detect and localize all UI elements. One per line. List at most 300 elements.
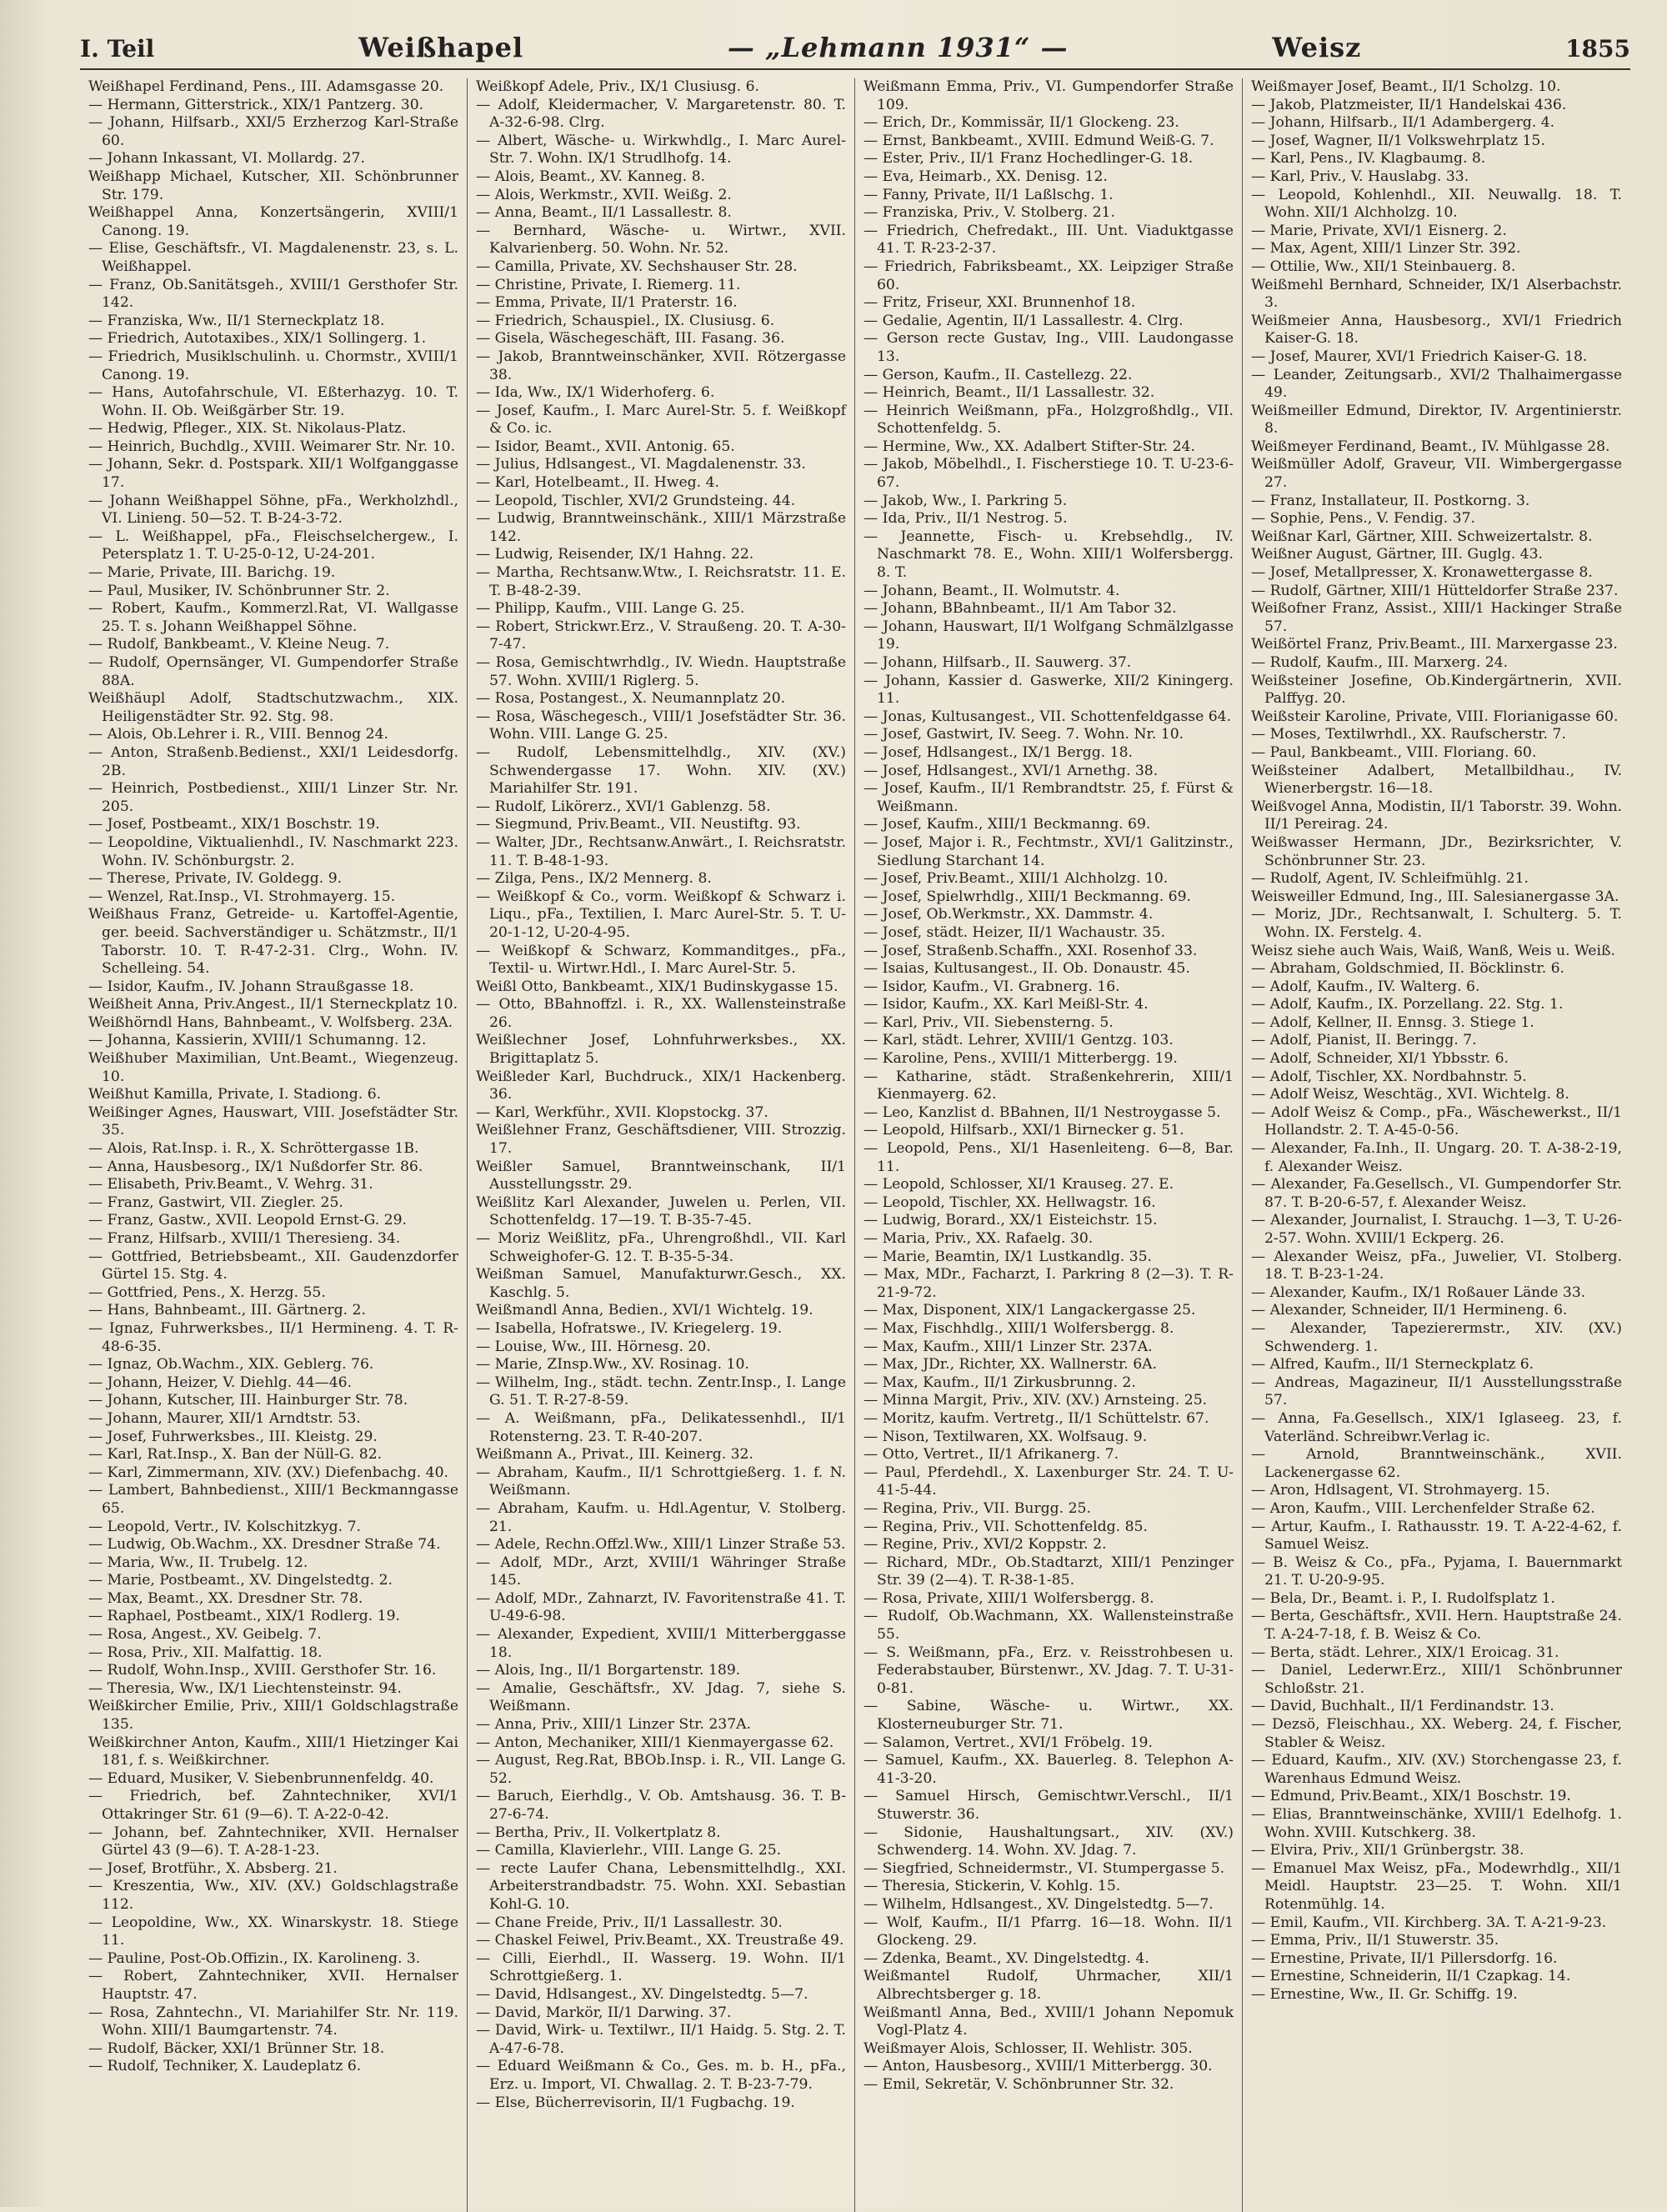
directory-entry: — Amalie, Geschäftsfr., XV. Jdag. 7, siehe S. Weißmann. xyxy=(476,1679,846,1715)
directory-entry: — Friedrich, bef. Zahntechniker, XVI/1 Ottakringer Str. 61 (9—6). T. A-22-0-42. xyxy=(88,1788,458,1823)
directory-entry: — Josef, Kaufm., I. Marc Aurel-Str. 5. f. Weißkopf & Co. ic. xyxy=(476,402,846,438)
directory-entry: — Kreszentia, Ww., XIV. (XV.) Goldschlagstraße 112. xyxy=(88,1878,458,1913)
directory-entry: — Marie, Private, XVI/1 Eisnerg. 2. xyxy=(1251,222,1507,239)
directory-entry: — Rudolf, Techniker, X. Laudeplatz 6. xyxy=(88,2058,362,2075)
directory-entry: — Alexander, Journalist, I. Strauchg. 1—3, T. U-26-2-57. Wohn. XVIII/1 Eckperg. 26. xyxy=(1251,1212,1622,1247)
directory-entry: — Josef, Major i. R., Fechtmstr., XVI/1 Galitzinstr., Siedlung Starchant 14. xyxy=(864,833,1234,869)
directory-entry: — Arnold, Branntweinschänk., XVII. Lackenergasse 62. xyxy=(1251,1446,1622,1481)
directory-entry: Weißhapp Michael, Kutscher, XII. Schönbrunner Str. 179. xyxy=(88,168,458,203)
directory-entry: — Maria, Ww., II. Trubelg. 12. xyxy=(88,1554,308,1571)
directory-entry: — Ignaz, Ob.Wachm., XIX. Geblerg. 76. xyxy=(88,1356,374,1374)
directory-entry: — Adolf Weisz, Weschtäg., XVI. Wichtelg. 8. xyxy=(1251,1086,1569,1103)
directory-entry: — Therese, Private, IV. Goldegg. 9. xyxy=(88,870,343,888)
directory-entry: — Rudolf, Wohn.Insp., XVIII. Gersthofer Str. 16. xyxy=(88,1662,437,1679)
directory-entry: — Elisabeth, Priv.Beamt., V. Wehrg. 31. xyxy=(88,1176,373,1194)
directory-entry: — David, Buchhalt., II/1 Ferdinandstr. 13. xyxy=(1251,1698,1554,1715)
directory-entry: — Leopold, Kohlenhdl., XII. Neuwallg. 18. T. Wohn. XII/1 Alchholzg. 10. xyxy=(1251,186,1622,222)
directory-entry: — Heinrich, Postbedienst., XIII/1 Linzer Str. Nr. 205. xyxy=(88,780,458,815)
directory-entry: — Johann, Kutscher, III. Hainburger Str. 78. xyxy=(88,1392,408,1409)
directory-entry: — Ludwig, Reisender, IX/1 Hahng. 22. xyxy=(476,546,754,563)
directory-entry: — Max, Disponent, XIX/1 Langackergasse 25. xyxy=(864,1302,1196,1319)
directory-entry: — Rosa, Zahntechn., VI. Mariahilfer Str. Nr. 119. Wohn. XIII/1 Baumgartenstr. 74. xyxy=(88,2004,458,2039)
directory-entry: — Johann, Maurer, XII/1 Arndtstr. 53. xyxy=(88,1409,361,1427)
directory-entry: — Franz, Gastwirt, VII. Ziegler. 25. xyxy=(88,1194,343,1211)
directory-entry: — Hedwig, Pfleger., XIX. St. Nikolaus-Platz. xyxy=(88,420,407,438)
directory-entry: — Sophie, Pens., V. Fendig. 37. xyxy=(1251,510,1476,528)
directory-entry: — Rosa, Angest., XV. Geibelg. 7. xyxy=(88,1626,322,1644)
directory-entry: — Zilga, Pens., IX/2 Mennerg. 8. xyxy=(476,870,712,888)
directory-entry: — Karl, Priv., V. Hauslabg. 33. xyxy=(1251,168,1469,185)
directory-entry: — Ignaz, Fuhrwerksbes., II/1 Hermineng. 4. T. R-48-6-35. xyxy=(88,1319,458,1355)
directory-entry: — Emma, Private, II/1 Praterstr. 16. xyxy=(476,294,738,312)
column-1 xyxy=(80,78,468,2212)
directory-entry: — Andreas, Magazineur, II/1 Ausstellungsstraße 57. xyxy=(1251,1374,1622,1409)
directory-entry: — Heinrich Weißmann, pFa., Holzgroßhdlg., VII. Schottenfeldg. 5. xyxy=(864,402,1234,438)
directory-entry: — Minna Margit, Priv., XIV. (XV.) Arnsteing. 25. xyxy=(864,1392,1208,1409)
directory-entry: Weißmeyer Ferdinand, Beamt., IV. Mühlgasse 28. xyxy=(1251,438,1610,455)
directory-entry: — Alois, Ob.Lehrer i. R., VIII. Bennog 24. xyxy=(88,726,388,743)
directory-entry: — Theresia, Ww., IX/1 Liechtensteinstr. 94. xyxy=(88,1679,402,1697)
directory-entry: — Emil, Sekretär, V. Schönbrunner Str. 32. xyxy=(864,2075,1174,2093)
directory-entry: — Jeannette, Fisch- u. Krebsehdlg., IV. Naschmarkt 78. E., Wohn. XIII/1 Wolfersbergg. 8. T. xyxy=(864,528,1234,582)
directory-entry: — Leopold, Tischler, XVI/2 Grundsteing. 44. xyxy=(476,492,796,509)
directory-entry: Weißmantel Rudolf, Uhrmacher, XII/1 Albrechtsberger g. 18. xyxy=(864,1968,1234,2003)
directory-entry: — Alois, Rat.Insp. i. R., X. Schröttergasse 1B. xyxy=(88,1140,419,1158)
directory-entry: — Karl, Zimmermann, XIV. (XV.) Diefenbachg. 40. xyxy=(88,1464,449,1481)
directory-entry: — Moritz, kaufm. Vertretg., II/1 Schüttelstr. 67. xyxy=(864,1409,1209,1427)
directory-entry: — Jakob, Möbelhdl., I. Fischerstiege 10. T. U-23-6-67. xyxy=(864,456,1234,492)
directory-entry: — Eva, Heimarb., XX. Denisg. 12. xyxy=(864,168,1108,185)
directory-entry: — Heinrich, Beamt., II/1 Lassallestr. 32. xyxy=(864,384,1155,402)
directory-entry: — Albert, Wäsche- u. Wirkwhdlg., I. Marc Aurel-Str. 7. Wohn. IX/1 Strudlhofg. 14. xyxy=(476,132,846,168)
directory-entry: — Cilli, Eierhdl., II. Wasserg. 19. Wohn. II/1 Schrottgießerg. 1. xyxy=(476,1949,846,1985)
last-surname-heading: Weisz xyxy=(1272,32,1362,63)
directory-entry: — David, Wirk- u. Textilwr., II/1 Haidg. 5. Stg. 2. T. A-47-6-78. xyxy=(476,2022,846,2057)
directory-entry: — Leander, Zeitungsarb., XVI/2 Thalhaimergasse 49. xyxy=(1251,366,1622,402)
directory-entry: — Edmund, Priv.Beamt., XIX/1 Boschstr. 19. xyxy=(1251,1788,1571,1805)
directory-entry: — Adolf, Kleidermacher, V. Margaretenstr. 80. T. A-32-6-98. Clrg. xyxy=(476,96,846,132)
column-3 xyxy=(855,78,1243,2212)
directory-entry: — Johann, Kassier d. Gaswerke, XII/2 Kiningerg. 11. xyxy=(864,672,1234,708)
directory-entry: — Jakob, Branntweinschänker, XVII. Rötzergasse 38. xyxy=(476,348,846,383)
directory-entry: — Ottilie, Ww., XII/1 Steinbauerg. 8. xyxy=(1251,258,1516,275)
directory-entry: — Alexander, Fa.Inh., II. Ungarg. 20. T. A-38-2-19, f. Alexander Weisz. xyxy=(1251,1140,1622,1175)
directory-entry: — Otto, Vertret., II/1 Afrikanerg. 7. xyxy=(864,1446,1119,1464)
directory-entry: — Adele, Rechn.Offzl.Ww., XIII/1 Linzer Straße 53. xyxy=(476,1536,846,1554)
directory-entry: — Berta, städt. Lehrer., XIX/1 Eroicag. 31. xyxy=(1251,1644,1559,1661)
directory-entry: Weißner August, Gärtner, III. Guglg. 43. xyxy=(1251,546,1543,563)
directory-entry: — Jonas, Kultusangest., VII. Schottenfeldgasse 64. xyxy=(864,708,1232,725)
directory-entry: — Jakob, Platzmeister, II/1 Handelskai 436. xyxy=(1251,96,1567,113)
directory-entry: Weißmüller Adolf, Graveur, VII. Wimbergergasse 27. xyxy=(1251,456,1622,492)
directory-entry: — Johann, bef. Zahntechniker, XVII. Hernalser Gürtel 43 (9—6). T. A-28-1-23. xyxy=(88,1824,458,1859)
directory-entry: Weißler Samuel, Branntweinschank, II/1 Ausstellungsstr. 29. xyxy=(476,1158,846,1194)
directory-entry: — Franz, Hilfsarb., XVIII/1 Theresieng. 34. xyxy=(88,1230,401,1247)
directory-entry: — Regina, Priv., VII. Schottenfeldg. 85. xyxy=(864,1518,1148,1535)
directory-entry: — Bernhard, Wäsche- u. Wirtwr., XVII. Kalvarienberg. 50. Wohn. Nr. 52. xyxy=(476,222,846,258)
directory-entry: — Paul, Pferdehdl., X. Laxenburger Str. 24. T. U-41-5-44. xyxy=(864,1464,1234,1499)
page-number: 1855 xyxy=(1565,35,1630,63)
directory-entry: — recte Laufer Chana, Lebensmittelhdlg., XXI. Arbeiterstrandbadstr. 75. Wohn. XXI. Sebastian Kohl-G. 10. xyxy=(476,1859,846,1913)
directory-entry: Weißnar Karl, Gärtner, XIII. Schweizertalstr. 8. xyxy=(1251,528,1593,545)
directory-entry: — Josef, Kaufm., II/1 Rembrandtstr. 25, f. Fürst & Weißmann. xyxy=(864,780,1234,815)
directory-entry: — Rudolf, Ob.Wachmann, XX. Wallensteinstraße 55. xyxy=(864,1608,1234,1644)
directory-entry: — Daniel, Lederwr.Erz., XIII/1 Schönbrunner Schloßstr. 21. xyxy=(1251,1662,1622,1697)
directory-entry: Weißheit Anna, Priv.Angest., II/1 Sterneckplatz 10. xyxy=(88,996,458,1013)
directory-entry: — Rosa, Wäschegesch., VIII/1 Josefstädter Str. 36. Wohn. VIII. Lange G. 25. xyxy=(476,708,846,743)
directory-entry: — Maria, Priv., XX. Rafaelg. 30. xyxy=(864,1230,1094,1247)
directory-entry: — Eduard Weißmann & Co., Ges. m. b. H., pFa., Erz. u. Import, VI. Chwallag. 2. T. B-23-7-79. xyxy=(476,2058,846,2093)
directory-entry: — Max, JDr., Richter, XX. Wallnerstr. 6A. xyxy=(864,1356,1158,1374)
directory-entry: Weißinger Agnes, Hauswart, VIII. Josefstädter Str. 35. xyxy=(88,1103,458,1139)
directory-entry: — Hans, Bahnbeamt., III. Gärtnerg. 2. xyxy=(88,1302,366,1319)
directory-entry: — Nison, Textilwaren, XX. Wolfsaug. 9. xyxy=(864,1428,1148,1445)
directory-entry: — Johann, Hilfsarb., II/1 Adambergerg. 4. xyxy=(1251,114,1555,132)
directory-entry: — Ernestine, Private, II/1 Pillersdorfg. 16. xyxy=(1251,1949,1558,1967)
directory-entry: — Emma, Priv., II/1 Stuwerstr. 35. xyxy=(1251,1932,1499,1949)
directory-entry: — Paul, Bankbeamt., VIII. Floriang. 60. xyxy=(1251,743,1537,761)
directory-entry: Weißlehner Franz, Geschäftsdiener, VIII. Strozzig. 17. xyxy=(476,1122,846,1158)
directory-entry: — Rosa, Priv., XII. Malfattig. 18. xyxy=(88,1644,323,1661)
directory-entry: — Adolf, Pianist, II. Beringg. 7. xyxy=(1251,1032,1477,1049)
directory-entry: — Isidor, Beamt., XVII. Antonig. 65. xyxy=(476,438,735,455)
directory-entry: — Max, Kaufm., II/1 Zirkusbrunng. 2. xyxy=(864,1374,1136,1391)
directory-entry: — Philipp, Kaufm., VIII. Lange G. 25. xyxy=(476,600,745,618)
part-label: I. Teil xyxy=(80,35,155,63)
directory-entry: — Hans, Autofahrschule, VI. Eßterhazyg. 10. T. Wohn. II. Ob. Weißgärber Str. 19. xyxy=(88,384,458,419)
directory-entry: — Friedrich, Schauspiel., IX. Clusiusg. 6. xyxy=(476,312,775,329)
directory-entry: — Anna, Fa.Gesellsch., XIX/1 Iglaseeg. 23, f. Vaterländ. Schreibwr.Verlag ic. xyxy=(1251,1409,1622,1445)
directory-entry: — Fritz, Friseur, XXI. Brunnenhof 18. xyxy=(864,294,1136,312)
directory-entry: — Johann, Heizer, V. Diehlg. 44—46. xyxy=(88,1374,353,1391)
directory-entry: — Anna, Hausbesorg., IX/1 Nußdorfer Str. 86. xyxy=(88,1158,423,1175)
directory-entry: — Josef, Maurer, XVI/1 Friedrich Kaiser-G. 18. xyxy=(1251,348,1588,365)
directory-entry: — Abraham, Goldschmied, II. Böcklinstr. 6. xyxy=(1251,960,1565,978)
directory-entry: — August, Reg.Rat, BBOb.Insp. i. R., VII. Lange G. 52. xyxy=(476,1752,846,1787)
directory-entry: — Bertha, Priv., II. Volkertplatz 8. xyxy=(476,1824,721,1841)
directory-entry: — Regine, Priv., XVI/2 Koppstr. 2. xyxy=(864,1536,1107,1554)
directory-entry: — Leopoldine, Ww., XX. Winarskystr. 18. Stiege 11. xyxy=(88,1914,458,1949)
directory-entry: — Anton, Hausbesorg., XVIII/1 Mitterbergg. 30. xyxy=(864,2058,1213,2075)
directory-entry: Weißvogel Anna, Modistin, II/1 Taborstr. 39. Wohn. II/1 Pereirag. 24. xyxy=(1251,798,1622,833)
directory-entry: — Else, Bücherrevisorin, II/1 Fugbachg. 19. xyxy=(476,2094,795,2111)
directory-entry: — Rudolf, Likörerz., XVI/1 Gablenzg. 58. xyxy=(476,798,771,815)
directory-entry: — Isidor, Kaufm., VI. Grabnerg. 16. xyxy=(864,978,1120,995)
directory-entry: — Johann, Hauswart, II/1 Wolfgang Schmälzlgasse 19. xyxy=(864,618,1234,653)
directory-entry: Weißl Otto, Bankbeamt., XIX/1 Budinskygasse 15. xyxy=(476,978,839,995)
directory-entry: — Leopold, Schlosser, XI/1 Krauseg. 27. E. xyxy=(864,1176,1174,1194)
directory-entry: — Alfred, Kaufm., II/1 Sterneckplatz 6. xyxy=(1251,1356,1534,1374)
directory-entry: — Franz, Ob.Sanitätsgeh., XVIII/1 Gersthofer Str. 142. xyxy=(88,276,458,312)
directory-entry: — Adolf, Kellner, II. Ennsg. 3. Stiege 1. xyxy=(1251,1013,1534,1031)
directory-entry: — Rudolf, Gärtner, XIII/1 Hütteldorfer Straße 237. xyxy=(1251,582,1619,599)
directory-entry: — Josef, städt. Heizer, II/1 Wachaustr. 35. xyxy=(864,923,1166,941)
directory-entry: — Robert, Strickwr.Erz., V. Straußeng. 20. T. A-30-7-47. xyxy=(476,618,846,653)
directory-entry: Weißleder Karl, Buchdruck., XIX/1 Hackenberg. 36. xyxy=(476,1068,846,1103)
directory-entry: — Max, Agent, XIII/1 Linzer Str. 392. xyxy=(1251,240,1521,258)
directory-entry: — Adolf, Kaufm., IV. Walterg. 6. xyxy=(1251,978,1480,995)
directory-entry: — Anton, Mechaniker, XIII/1 Kienmayergasse 62. xyxy=(476,1734,834,1751)
directory-entry: Weißmann Emma, Priv., VI. Gumpendorfer Straße 109. xyxy=(864,78,1234,113)
directory-entry: — Weißkopf & Co., vorm. Weißkopf & Schwarz i. Liqu., pFa., Textilien, I. Marc Aurel-Str. 5. T. U-20-1-12, U-20-4-95. xyxy=(476,888,846,941)
directory-entry: — Julius, Hdlsangest., VI. Magdalenenstr. 33. xyxy=(476,456,806,473)
directory-entry: — Friedrich, Chefredakt., III. Unt. Viaduktgasse 41. T. R-23-2-37. xyxy=(864,222,1234,258)
directory-entry: — Franziska, Ww., II/1 Sterneckplatz 18. xyxy=(88,312,385,329)
directory-entry: — Abraham, Kaufm., II/1 Schrottgießerg. 1. f. N. Weißmann. xyxy=(476,1464,846,1499)
directory-entry: — Leopold, Vertr., IV. Kolschitzkyg. 7. xyxy=(88,1518,361,1535)
directory-entry: — Pauline, Post-Ob.Offizin., IX. Karolineng. 3. xyxy=(88,1949,421,1967)
directory-entry: — Wilhelm, Hdlsangest., XV. Dingelstedtg. 5—7. xyxy=(864,1895,1214,1913)
directory-entry: — Anton, Straßenb.Bedienst., XXI/1 Leidesdorfg. 2B. xyxy=(88,743,458,779)
directory-title: — „Lehmann 1931“ — xyxy=(727,32,1069,63)
directory-entry: — Josef, Kaufm., XIII/1 Beckmanng. 69. xyxy=(864,816,1151,833)
directory-entry: — Rudolf, Lebensmittelhdlg., XIV. (XV.) Schwendergasse 17. Wohn. XIV. (XV.) Mariahilfer Str. 191. xyxy=(476,743,846,798)
directory-entry: — Rudolf, Opernsänger, VI. Gumpendorfer Straße 88A. xyxy=(88,654,458,689)
directory-entry: — Johanna, Kassierin, XVIII/1 Schumanng. 12. xyxy=(88,1032,427,1049)
directory-entry: — Isabella, Hofratswe., IV. Kriegelerg. 19. xyxy=(476,1319,783,1337)
directory-entry: — Leopold, Hilfsarb., XXI/1 Birnecker g. 51. xyxy=(864,1122,1184,1139)
directory-entry: — Robert, Kaufm., Kommerzl.Rat, VI. Wallgasse 25. T. s. Johann Weißhappel Söhne. xyxy=(88,600,458,635)
directory-entry: — Franz, Installateur, II. Postkorng. 3. xyxy=(1251,492,1530,509)
directory-entry: Weißhut Kamilla, Private, I. Stadiong. 6. xyxy=(88,1086,382,1103)
directory-entry: — Franz, Gastw., XVII. Leopold Ernst-G. 29. xyxy=(88,1212,408,1229)
directory-entry: Weißsteiner Josefine, Ob.Kindergärtnerin, XVII. Palffyg. 20. xyxy=(1251,672,1622,708)
directory-entry: — Chane Freide, Priv., II/1 Lassallestr. 30. xyxy=(476,1914,783,1931)
directory-entry: — Ernst, Bankbeamt., XVIII. Edmund Weiß-G. 7. xyxy=(864,132,1214,149)
directory-entry: Weißlitz Karl Alexander, Juwelen u. Perlen, VII. Schottenfeldg. 17—19. T. B-35-7-45. xyxy=(476,1194,846,1229)
directory-entry: — Emanuel Max Weisz, pFa., Modewrhdlg., XII/1 Meidl. Hauptstr. 23—25. T. Wohn. XII/1 Rotenmühlg. 14. xyxy=(1251,1859,1622,1913)
directory-entry: Weisz siehe auch Wais, Waiß, Wanß, Weis u. Weiß. xyxy=(1251,942,1615,959)
directory-entry: — Leo, Kanzlist d. BBahnen, II/1 Nestroygasse 5. xyxy=(864,1103,1221,1121)
directory-entry: — Gerson recte Gustav, Ing., VIII. Laudongasse 13. xyxy=(864,330,1234,365)
directory-entry: Weißmeiller Edmund, Direktor, IV. Argentinierstr. 8. xyxy=(1251,402,1622,438)
directory-entry: — Regina, Priv., VII. Burgg. 25. xyxy=(864,1499,1091,1517)
directory-entry: — Ester, Priv., II/1 Franz Hochedlinger-G. 18. xyxy=(864,150,1194,168)
directory-entry: — Wolf, Kaufm., II/1 Pfarrg. 16—18. Wohn. II/1 Glockeng. 29. xyxy=(864,1914,1234,1949)
directory-entry: — Marie, Private, III. Barichg. 19. xyxy=(88,564,336,582)
directory-entry: — Alois, Beamt., XV. Kanneg. 8. xyxy=(476,168,706,185)
column-2 xyxy=(468,78,855,2212)
directory-entry: — Friedrich, Fabriksbeamt., XX. Leipziger Straße 60. xyxy=(864,258,1234,293)
directory-entry: — Erich, Dr., Kommissär, II/1 Glockeng. 23. xyxy=(864,114,1179,132)
directory-entry: — Anna, Beamt., II/1 Lassallestr. 8. xyxy=(476,204,732,222)
directory-entry: — Otto, BBahnoffzl. i. R., XX. Wallensteinstraße 26. xyxy=(476,996,846,1031)
directory-entry: — Baruch, Eierhdlg., V. Ob. Amtshausg. 36. T. B-27-6-74. xyxy=(476,1788,846,1823)
directory-entry: — Alexander Weisz, pFa., Juwelier, VI. Stolberg. 18. T. B-23-1-24. xyxy=(1251,1248,1622,1284)
directory-entry: — Dezsö, Fleischhau., XX. Weberg. 24, f. Fischer, Stabler & Weisz. xyxy=(1251,1716,1622,1751)
directory-entry: — Rosa, Gemischtwrhdlg., IV. Wiedn. Hauptstraße 57. Wohn. XVIII/1 Riglerg. 5. xyxy=(476,654,846,689)
directory-entry: — Josef, Ob.Werkmstr., XX. Dammstr. 4. xyxy=(864,906,1154,923)
directory-entry: — Robert, Zahntechniker, XVII. Hernalser Hauptstr. 47. xyxy=(88,1968,458,2003)
directory-entry: — Josef, Metallpresser, X. Kronawettergasse 8. xyxy=(1251,564,1593,582)
directory-entry: — Gedalie, Agentin, II/1 Lassallestr. 4. Clrg. xyxy=(864,312,1184,329)
directory-entry: — Eduard, Kaufm., XIV. (XV.) Storchengasse 23, f. Warenhaus Edmund Weisz. xyxy=(1251,1752,1622,1787)
directory-entry: — Camilla, Private, XV. Sechshauser Str. 28. xyxy=(476,258,798,275)
directory-entry: — Emil, Kaufm., VII. Kirchberg. 3A. T. A-21-9-23. xyxy=(1251,1914,1607,1931)
directory-entry: — Josef, Fuhrwerksbes., III. Kleistg. 29. xyxy=(88,1428,378,1445)
directory-entry: — Adolf, Schneider, XI/1 Ybbsstr. 6. xyxy=(1251,1050,1509,1068)
directory-entry: — Hermann, Gitterstrick., XIX/1 Pantzerg. 30. xyxy=(88,96,424,113)
directory-entry: — Lambert, Bahnbedienst., XIII/1 Beckmanngasse 65. xyxy=(88,1482,458,1517)
directory-entry: — Alexander, Fa.Gesellsch., VI. Gumpendorfer Str. 87. T. B-20-6-57, f. Alexander Weisz. xyxy=(1251,1176,1622,1211)
directory-entry: — A. Weißmann, pFa., Delikatessenhdl., II/1 Rotensterng. 23. T. R-40-207. xyxy=(476,1409,846,1445)
directory-entry: — Johann Inkassant, VI. Mollardg. 27. xyxy=(88,150,365,168)
directory-entry: — Max, Beamt., XX. Dresdner Str. 78. xyxy=(88,1589,363,1607)
directory-entry: — Karl, Rat.Insp., X. Ban der Nüll-G. 82. xyxy=(88,1446,383,1464)
directory-entry: — Elise, Geschäftsfr., VI. Magdalenenstr. 23, s. L. Weißhappel. xyxy=(88,240,458,275)
directory-entry: — Moses, Textilwrhdl., XX. Raufscherstr. 7. xyxy=(1251,726,1566,743)
directory-entry: — Adolf, Kaufm., IX. Porzellang. 22. Stg. 1. xyxy=(1251,996,1564,1013)
directory-entry: Weißwasser Hermann, JDr., Bezirksrichter, V. Schönbrunner Str. 23. xyxy=(1251,833,1622,869)
directory-entry: — Karl, städt. Lehrer, XVIII/1 Gentzg. 103. xyxy=(864,1032,1174,1049)
directory-entry: — Alois, Werkmstr., XVII. Weißg. 2. xyxy=(476,186,732,203)
directory-entry: Weißhäupl Adolf, Stadtschutzwachm., XIX. Heiligenstädter Str. 92. Stg. 98. xyxy=(88,690,458,725)
directory-entry: — Karl, Hotelbeamt., II. Hweg. 4. xyxy=(476,474,720,492)
directory-entry: — Max, Fischhdlg., XIII/1 Wolfersbergg. 8. xyxy=(864,1319,1174,1337)
directory-entry: — Adolf Weisz & Comp., pFa., Wäschewerkst., II/1 Hollandstr. 2. T. A-45-0-56. xyxy=(1251,1103,1622,1139)
directory-entry: — Siegfried, Schneidermstr., VI. Stumpergasse 5. xyxy=(864,1859,1225,1877)
directory-entry: — Gerson, Kaufm., II. Castellezg. 22. xyxy=(864,366,1133,383)
directory-entry: — Josef, Gastwirt, IV. Seeg. 7. Wohn. Nr. 10. xyxy=(864,726,1184,743)
directory-entry: — Ida, Ww., IX/1 Widerhoferg. 6. xyxy=(476,384,715,402)
directory-entry: — Wilhelm, Ing., städt. techn. Zentr.Insp., I. Lange G. 51. T. R-27-8-59. xyxy=(476,1374,846,1409)
directory-entry: Weißsteiner Adalbert, Metallbildhau., IV. Wienerbergstr. 16—18. xyxy=(1251,762,1622,798)
directory-entry: — Aron, Hdlsagent, VI. Strohmayerg. 15. xyxy=(1251,1482,1550,1499)
directory-entry: — Johann Weißhappel Söhne, pFa., Werkholzhdl., VI. Linieng. 50—52. T. B-24-3-72. xyxy=(88,492,458,528)
directory-entry: — Johann, Hilfsarb., II. Sauwerg. 37. xyxy=(864,654,1132,671)
directory-entry: — Josef, Brotführ., X. Absberg. 21. xyxy=(88,1859,338,1877)
directory-entry: — Abraham, Kaufm. u. Hdl.Agentur, V. Stolberg. 21. xyxy=(476,1499,846,1535)
directory-entry: — Alois, Ing., II/1 Borgartenstr. 189. xyxy=(476,1662,741,1679)
directory-entry: — Rudolf, Agent, IV. Schleifmühlg. 21. xyxy=(1251,870,1529,888)
directory-entry: Weißhaus Franz, Getreide- u. Kartoffel-Agentie, ger. beeid. Sachverständiger u. Schätzmstr., II/1 Taborstr. 10. T. R-47-2-31. Clrg., Wohn. IV. Schelleing. 54. xyxy=(88,906,458,978)
directory-entry: — Theresia, Stickerin, V. Kohlg. 15. xyxy=(864,1878,1121,1895)
directory-entry: — Friedrich, Musiklschulinh. u. Chormstr., XVIII/1 Canong. 19. xyxy=(88,348,458,383)
directory-entry: — Alexander, Kaufm., IX/1 Roßauer Lände 33. xyxy=(1251,1284,1586,1301)
directory-entry: — Jakob, Ww., I. Parkring 5. xyxy=(864,492,1068,509)
directory-entry: — Leopold, Tischler, XX. Hellwagstr. 16. xyxy=(864,1194,1156,1211)
directory-entry: — Karl, Werkführ., XVII. Klopstockg. 37. xyxy=(476,1103,768,1121)
directory-entry: — Aron, Kaufm., VIII. Lerchenfelder Straße 62. xyxy=(1251,1499,1595,1517)
directory-entry: — Samuel, Kaufm., XX. Bauerleg. 8. Telephon A-41-3-20. xyxy=(864,1752,1234,1787)
directory-entry: Weißmayer Josef, Beamt., II/1 Scholzg. 10. xyxy=(1251,78,1561,95)
directory-entry: — David, Hdlsangest., XV. Dingelstedtg. 5—7. xyxy=(476,1985,808,2003)
directory-entry: — Karoline, Pens., XVIII/1 Mitterbergg. 19. xyxy=(864,1050,1178,1068)
directory-entry: — Ludwig, Branntweinschänk., XIII/1 Märzstraße 142. xyxy=(476,510,846,545)
directory-entry: — Johann, Beamt., II. Wolmutstr. 4. xyxy=(864,582,1120,599)
directory-entry: Weißlechner Josef, Lohnfuhrwerksbes., XX. Brigittaplatz 5. xyxy=(476,1032,846,1068)
directory-entry: — Ida, Priv., II/1 Nestrog. 5. xyxy=(864,510,1068,528)
directory-entry: — Christine, Private, I. Riemerg. 11. xyxy=(476,276,741,293)
directory-entry: — Katharine, städt. Straßenkehrerin, XIII/1 Kienmayerg. 62. xyxy=(864,1068,1234,1103)
entry-columns xyxy=(80,78,1630,2212)
directory-entry: — Berta, Geschäftsfr., XVII. Hern. Hauptstraße 24. T. A-24-7-18, f. B. Weisz & Co. xyxy=(1251,1608,1622,1644)
directory-entry: Weißmayer Alois, Schlosser, II. Wehlistr. 305. xyxy=(864,2039,1193,2057)
directory-entry: Weißkirchner Anton, Kaufm., XIII/1 Hietzinger Kai 181, f. s. Weißkirchner. xyxy=(88,1734,458,1769)
directory-entry: — Ludwig, Borard., XX/1 Eisteichstr. 15. xyxy=(864,1212,1158,1229)
page-header xyxy=(80,32,1630,70)
directory-entry: Weißhappel Anna, Konzertsängerin, XVIII/1 Canong. 19. xyxy=(88,204,458,239)
directory-entry: — Ernestine, Schneiderin, II/1 Czapkag. 14. xyxy=(1251,1968,1571,1985)
directory-entry: — Sabine, Wäsche- u. Wirtwr., XX. Klosterneuburger Str. 71. xyxy=(864,1698,1234,1734)
directory-entry: — Johann, BBahnbeamt., II/1 Am Tabor 32. xyxy=(864,600,1177,618)
directory-entry: — Richard, MDr., Ob.Stadtarzt, XIII/1 Penzinger Str. 39 (2—4). T. R-38-1-85. xyxy=(864,1554,1234,1589)
directory-entry: — Alexander, Expedient, XVIII/1 Mitterberggasse 18. xyxy=(476,1626,846,1661)
directory-entry: — Raphael, Postbeamt., XIX/1 Rodlerg. 19. xyxy=(88,1608,400,1625)
directory-entry: — Artur, Kaufm., I. Rathausstr. 19. T. A-22-4-62, f. Samuel Weisz. xyxy=(1251,1518,1622,1554)
directory-entry: — Weißkopf & Schwarz, Kommanditges., pFa., Textil- u. Wirtwr.Hdl., I. Marc Aurel-Str. 5. xyxy=(476,942,846,978)
directory-entry: — Moriz, JDr., Rechtsanwalt, I. Schulterg. 5. T. Wohn. IX. Ferstelg. 4. xyxy=(1251,906,1622,941)
directory-entry: — Paul, Musiker, IV. Schönbrunner Str. 2. xyxy=(88,582,390,599)
directory-entry: — Josef, Straßenb.Schaffn., XXI. Rosenhof 33. xyxy=(864,942,1198,959)
directory-entry: — L. Weißhappel, pFa., Fleischselchergew., I. Petersplatz 1. T. U-25-0-12, U-24-201. xyxy=(88,528,458,563)
directory-entry: Weißmehl Bernhard, Schneider, IX/1 Alserbachstr. 3. xyxy=(1251,276,1622,312)
directory-entry: — Max, MDr., Facharzt, I. Parkring 8 (2—3). T. R-21-9-72. xyxy=(864,1266,1234,1301)
directory-entry: — Friedrich, Autotaxibes., XIX/1 Sollingerg. 1. xyxy=(88,330,427,348)
directory-entry: — B. Weisz & Co., pFa., Pyjama, I. Bauernmarkt 21. T. U-20-9-95. xyxy=(1251,1554,1622,1589)
directory-entry: — Ernestine, Ww., II. Gr. Schiffg. 19. xyxy=(1251,1985,1518,2003)
directory-entry: — Walter, JDr., Rechtsanw.Anwärt., I. Reichsratstr. 11. T. B-48-1-93. xyxy=(476,833,846,869)
directory-entry: — Marie, Beamtin, IX/1 Lustkandlg. 35. xyxy=(864,1248,1152,1265)
directory-entry: — Josef, Postbeamt., XIX/1 Boschstr. 19. xyxy=(88,816,380,833)
directory-entry: — Josef, Wagner, II/1 Volkswehrplatz 15. xyxy=(1251,132,1545,149)
directory-entry: — Adolf, MDr., Zahnarzt, IV. Favoritenstraße 41. T. U-49-6-98. xyxy=(476,1589,846,1625)
directory-entry: Weißkircher Emilie, Priv., XIII/1 Goldschlagstraße 135. xyxy=(88,1698,458,1734)
directory-entry: Weißmandl Anna, Bedien., XVI/1 Wichtelg. 19. xyxy=(476,1302,813,1319)
directory-entry: — Rosa, Postangest., X. Neumannplatz 20. xyxy=(476,690,786,708)
directory-entry: — Ludwig, Ob.Wachm., XX. Dresdner Straße 74. xyxy=(88,1536,441,1554)
directory-entry: Weißörtel Franz, Priv.Beamt., III. Marxergasse 23. xyxy=(1251,636,1618,653)
directory-entry: — Anna, Priv., XIII/1 Linzer Str. 237A. xyxy=(476,1716,752,1734)
directory-entry: — Marie, ZInsp.Ww., XV. Rosinag. 10. xyxy=(476,1356,749,1374)
directory-entry: — Gottfried, Betriebsbeamt., XII. Gaudenzdorfer Gürtel 15. Stg. 4. xyxy=(88,1248,458,1284)
directory-entry: — Marie, Postbeamt., XV. Dingelstedtg. 2. xyxy=(88,1572,393,1589)
directory-entry: — Elvira, Priv., XII/1 Grünbergstr. 38. xyxy=(1251,1842,1524,1859)
directory-entry: — Siegmund, Priv.Beamt., VII. Neustiftg. 93. xyxy=(476,816,801,833)
directory-entry: — Gisela, Wäschegeschäft, III. Fasang. 36. xyxy=(476,330,785,348)
directory-entry: Weißman Samuel, Manufakturwr.Gesch., XX. Kaschlg. 5. xyxy=(476,1266,846,1301)
directory-entry: — Heinrich, Buchdlg., XVIII. Weimarer Str. Nr. 10. xyxy=(88,438,456,455)
directory-entry: — Zdenka, Beamt., XV. Dingelstedtg. 4. xyxy=(864,1949,1149,1967)
directory-entry: — Josef, Priv.Beamt., XIII/1 Alchholzg. 10. xyxy=(864,870,1169,888)
directory-entry: Weißmann A., Privat., III. Keinerg. 32. xyxy=(476,1446,753,1464)
directory-entry: Weißmantl Anna, Bed., XVIII/1 Johann Nepomuk Vogl-Platz 4. xyxy=(864,2004,1234,2039)
directory-entry: — Leopold, Pens., XI/1 Hasenleiteng. 6—8, Bar. 11. xyxy=(864,1140,1234,1175)
directory-entry: Weißhuber Maximilian, Unt.Beamt., Wiegenzeug. 10. xyxy=(88,1050,458,1085)
directory-entry: — Josef, Hdlsangest., XVI/1 Arnethg. 38. xyxy=(864,762,1159,779)
directory-entry: — Karl, Pens., IV. Klagbaumg. 8. xyxy=(1251,150,1486,168)
directory-entry: — Josef, Spielwrhdlg., XIII/1 Beckmanng. 69. xyxy=(864,888,1191,905)
directory-entry: — Isidor, Kaufm., XX. Karl Meißl-Str. 4. xyxy=(864,996,1149,1013)
directory-entry: — Johann, Sekr. d. Postspark. XII/1 Wolfganggasse 17. xyxy=(88,456,458,492)
directory-entry: — Rudolf, Kaufm., III. Marxerg. 24. xyxy=(1251,654,1509,671)
directory-entry: — Camilla, Klavierlehr., VIII. Lange G. 25. xyxy=(476,1842,782,1859)
directory-entry: Weißhörndl Hans, Bahnbeamt., V. Wolfsberg. 23A. xyxy=(88,1013,453,1031)
directory-entry: — Elias, Branntweinschänke, XVIII/1 Edelhofg. 1. Wohn. XVIII. Kutschkerg. 38. xyxy=(1251,1806,1622,1841)
directory-entry: — Martha, Rechtsanw.Wtw., I. Reichsratstr. 11. E. T. B-48-2-39. xyxy=(476,564,846,599)
directory-entry: Weißkopf Adele, Priv., IX/1 Clusiusg. 6. xyxy=(476,78,759,95)
directory-entry: — Leopoldine, Viktualienhdl., IV. Naschmarkt 223. Wohn. IV. Schönburgstr. 2. xyxy=(88,833,458,869)
directory-entry: — Hermine, Ww., XX. Adalbert Stifter-Str. 24. xyxy=(864,438,1195,455)
directory-entry: — Bela, Dr., Beamt. i. P., I. Rudolfsplatz 1. xyxy=(1251,1589,1556,1607)
directory-entry: — Adolf, Tischler, XX. Nordbahnstr. 5. xyxy=(1251,1068,1527,1085)
directory-entry: — Moriz Weißlitz, pFa., Uhrengroßhdl., VII. Karl Schweighofer-G. 12. T. B-35-5-34. xyxy=(476,1230,846,1265)
directory-entry: Weißsteir Karoline, Private, VIII. Florianigasse 60. xyxy=(1251,708,1619,725)
directory-entry: — Josef, Hdlsangest., IX/1 Bergg. 18. xyxy=(864,743,1133,761)
directory-entry: Weisweiller Edmund, Ing., III. Salesianergasse 3A. xyxy=(1251,888,1619,905)
directory-entry: — Samuel Hirsch, Gemischtwr.Verschl., II/1 Stuwerstr. 36. xyxy=(864,1788,1234,1823)
directory-entry: — Alexander, Tapezierermstr., XIV. (XV.) Schwenderg. 1. xyxy=(1251,1319,1622,1355)
